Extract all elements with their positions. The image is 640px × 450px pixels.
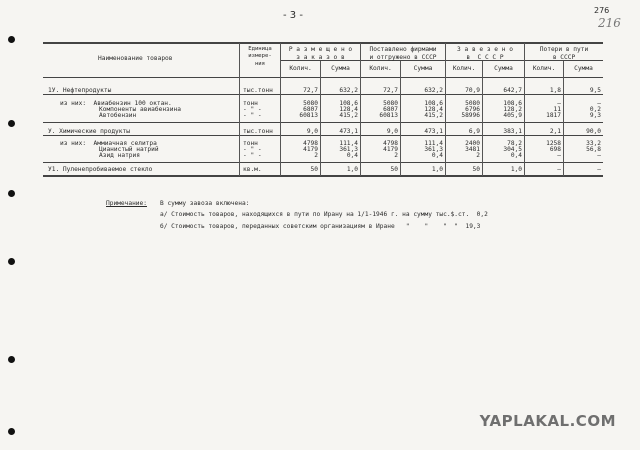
table-cell: 4798 — [303, 140, 318, 147]
table-cell: 5080 — [465, 100, 480, 107]
col-rule — [400, 61, 401, 176]
punch-hole — [8, 190, 15, 197]
row-unit: тыс.тонн — [243, 87, 273, 94]
row-name: из них: Авиабензин 100 октан. — [60, 100, 172, 107]
table-cell: 415,2 — [424, 112, 443, 119]
note-a: а/ Стоимость товаров, находящихся в пути по Ирану на 1/1-1946 г. на сумму тыс.$.ст. 0,2 — [160, 211, 488, 218]
row-unit: - " - — [243, 112, 262, 119]
header-losses: Потери в пути в СССР — [539, 46, 589, 62]
table-cell: 2400 — [465, 140, 480, 147]
col-rule — [482, 61, 483, 176]
table-cell: 58996 — [461, 112, 480, 119]
table-cell: 9,0 — [306, 128, 318, 135]
row-unit: тонн — [243, 140, 258, 147]
table-cell: — — [597, 166, 601, 173]
row-name: Автобензин — [99, 112, 137, 119]
page-number: - 3 - — [283, 10, 303, 21]
table-cell: 6796 — [465, 106, 480, 113]
table-cell: 4798 — [383, 140, 398, 147]
table-cell: 6807 — [303, 106, 318, 113]
table-cell: 4179 — [383, 146, 398, 153]
table-cell: 2 — [394, 152, 398, 159]
punch-hole — [8, 356, 15, 363]
table-bottom-rule — [43, 175, 603, 177]
table-cell: 1,0 — [431, 166, 443, 173]
table-cell: 78,2 — [507, 140, 522, 147]
subheader-sum: Сумма — [494, 65, 513, 72]
table-cell: 361,3 — [424, 146, 443, 153]
table-cell: 0,4 — [431, 152, 443, 159]
handwritten-folio-number: 216 — [598, 16, 621, 30]
row-unit: кв.м. — [243, 166, 262, 173]
table-cell: 1,0 — [510, 166, 522, 173]
table-cell: 304,5 — [503, 146, 522, 153]
table-cell: 6807 — [383, 106, 398, 113]
table-cell: — — [557, 152, 561, 159]
table-cell: 1258 — [546, 140, 561, 147]
table-cell: 0,2 — [589, 106, 601, 113]
col-rule — [320, 61, 321, 176]
table-cell: 128,4 — [339, 106, 358, 113]
subheader-qty: Колич. — [289, 65, 312, 72]
col-rule — [524, 43, 525, 176]
table-top-rule — [43, 42, 603, 44]
table-cell: 5080 — [383, 100, 398, 107]
table-cell: 108,6 — [339, 100, 358, 107]
table-cell: 4179 — [303, 146, 318, 153]
table-cell: — — [597, 152, 601, 159]
table-cell: 361,3 — [339, 146, 358, 153]
col-rule — [563, 61, 564, 176]
table-cell: 0,4 — [346, 152, 358, 159]
table-cell: 108,6 — [424, 100, 443, 107]
table-cell: 698 — [549, 146, 561, 153]
punch-hole — [8, 36, 15, 43]
header-placed: Р а з м е щ е н о з а к а з о в — [288, 46, 353, 62]
row-rule — [43, 122, 603, 123]
table-cell: 2 — [314, 152, 318, 159]
table-cell: 60813 — [379, 112, 398, 119]
col-rule — [445, 43, 446, 176]
table-cell: 2,1 — [549, 128, 561, 135]
table-cell: 0,4 — [510, 152, 522, 159]
header-imported: З а в е з е н о в С С С Р — [457, 46, 513, 62]
note-b: б/ Стоимость товаров, переданных советским организациям в Иране " " " " 19,3 — [160, 223, 481, 230]
subheader-qty: Колич. — [452, 65, 476, 72]
table-cell: 9,3 — [589, 112, 601, 119]
header-name: Наименование товаров — [98, 55, 173, 62]
table-cell: 632,2 — [424, 87, 443, 94]
row-name: У1. Пуленепробиваемое стекло — [48, 166, 153, 173]
table-cell: — — [557, 100, 561, 107]
row-name: из них: Аммиачная селитра — [60, 140, 157, 147]
row-name: У. Химические продукты — [48, 128, 130, 135]
table-cell: 9,0 — [386, 128, 398, 135]
table-cell: 108,6 — [503, 100, 522, 107]
table-cell: — — [597, 100, 601, 107]
header-bottom-rule — [43, 77, 603, 78]
row-name: Азид натрия — [99, 152, 140, 159]
table-cell: 56,8 — [586, 146, 601, 153]
col-rule — [280, 43, 281, 176]
row-unit: тыс.тонн — [243, 128, 273, 135]
table-cell: 473,1 — [424, 128, 443, 135]
table-cell: 50 — [390, 166, 398, 173]
table-cell: 111,4 — [339, 140, 358, 147]
subheader-sum: Сумма — [413, 65, 433, 72]
table-cell: 72,7 — [303, 87, 318, 94]
subheader-qty: Колич. — [532, 65, 556, 72]
subheader-sum: Сумма — [331, 65, 350, 72]
table-cell: 1817 — [546, 112, 561, 119]
table-cell: 128,2 — [503, 106, 522, 113]
watermark: YAPLAKAL.COM — [479, 412, 616, 430]
table-cell: 50 — [310, 166, 318, 173]
row-name: Компоненты авиабензина — [99, 106, 181, 113]
row-unit: - " - — [243, 152, 262, 159]
table-cell: 60813 — [299, 112, 318, 119]
table-cell: 632,2 — [339, 87, 358, 94]
table-cell: 383,1 — [503, 128, 522, 135]
note-label: Примечание: — [106, 200, 147, 207]
punch-hole — [8, 428, 15, 435]
table-cell: 415,2 — [339, 112, 358, 119]
table-cell: 5080 — [303, 100, 318, 107]
table-cell: 9,5 — [589, 87, 601, 94]
table-cell: 642,7 — [503, 87, 522, 94]
col-rule — [360, 43, 361, 176]
table-cell: 128,4 — [424, 106, 443, 113]
header-delivered: Поставлено фирмами и отгружено в СССР — [369, 46, 437, 62]
table-cell: 473,1 — [339, 128, 358, 135]
table-cell: 11 — [553, 106, 561, 113]
table-cell: 405,9 — [503, 112, 522, 119]
subheader-qty: Колич. — [369, 65, 392, 72]
row-unit: - " - — [243, 146, 262, 153]
table-cell: — — [557, 166, 561, 173]
table-cell: 50 — [472, 166, 480, 173]
table-cell: 1,8 — [549, 87, 561, 94]
table-cell: 90,0 — [586, 128, 601, 135]
header-unit: Единица измере- ния — [248, 46, 272, 67]
subheader-sum: Сумма — [574, 65, 593, 72]
row-unit: тонн — [243, 100, 258, 107]
table-cell: 72,7 — [383, 87, 398, 94]
table-cell: 6,9 — [468, 128, 480, 135]
punch-hole — [8, 258, 15, 265]
archive-stamp-number: 276 — [594, 6, 610, 15]
table-cell: 70,9 — [465, 87, 480, 94]
table-cell: 2 — [476, 152, 480, 159]
row-rule — [43, 162, 603, 163]
table-cell: 33,2 — [586, 140, 601, 147]
punch-hole — [8, 120, 15, 127]
table-cell: 3481 — [465, 146, 480, 153]
row-name: 1У. Нефтепродукты — [48, 87, 112, 94]
row-unit: - " - — [243, 106, 262, 113]
table-cell: 1,0 — [346, 166, 358, 173]
note-intro: В сумму завоза включена: — [160, 200, 250, 207]
row-name: Цианистый натрий — [99, 146, 159, 153]
table-cell: 111,4 — [424, 140, 443, 147]
